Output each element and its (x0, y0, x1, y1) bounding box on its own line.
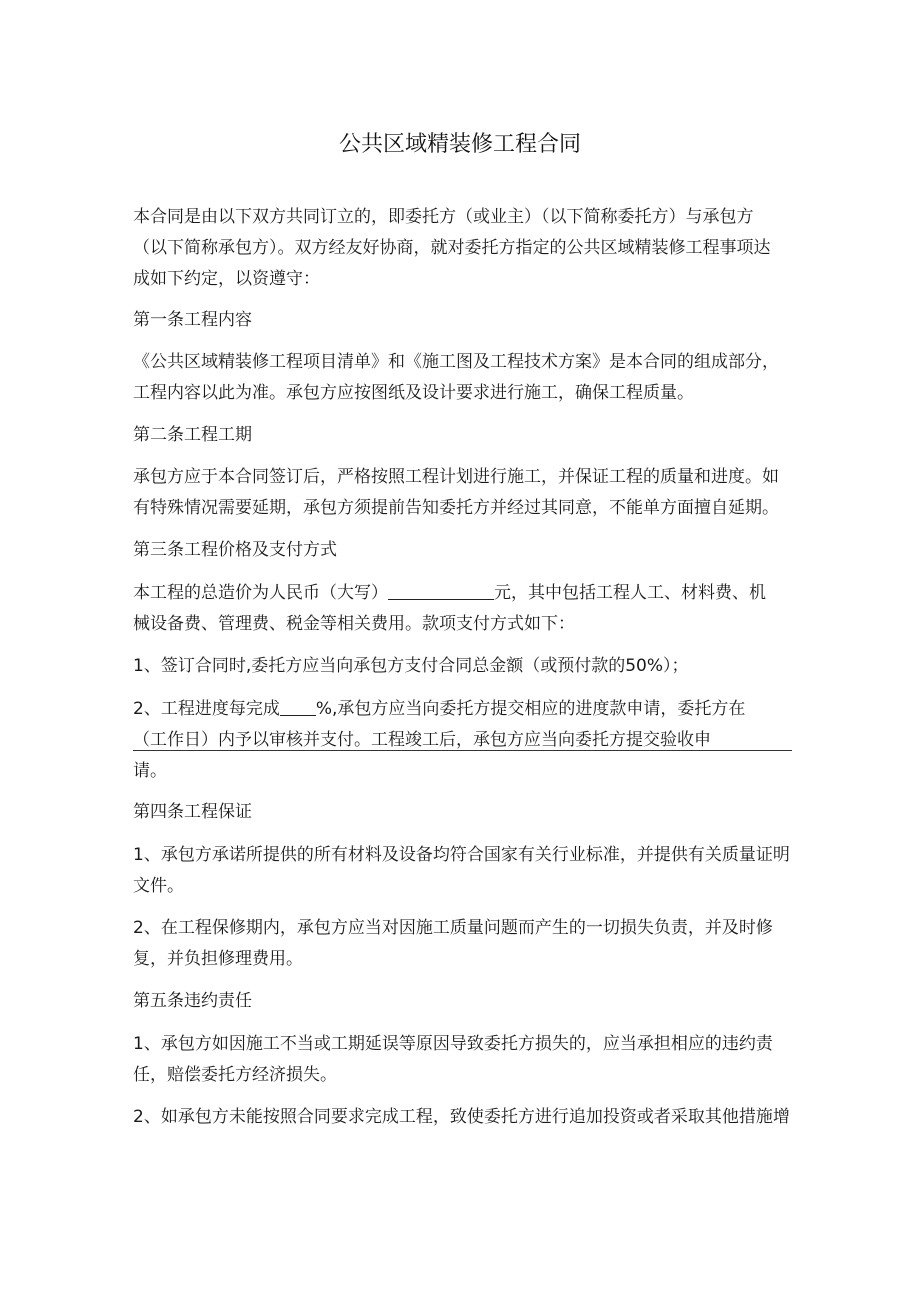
intro-line: 成如下约定，以资遵守： (133, 269, 320, 289)
article1-line: 工程内容以此为准。承包方应按图纸及设计要求进行施工，确保工程质量。 (133, 383, 694, 403)
article1-line: 《公共区域精装修工程项目清单》和《施工图及工程技术方案》是本合同的组成部分， (133, 352, 779, 372)
article5-item2 (133, 1102, 793, 1133)
article3-item2 (133, 694, 793, 787)
item2-text-after: %,承包方应当向委托方提交相应的进度款申请，委托方在 (315, 699, 746, 719)
price-text-before: 本工程的总造价为人民币（大写） (133, 583, 388, 603)
article5-heading: 第五条违约责任 (133, 991, 252, 1011)
progress-blank-field (280, 695, 316, 716)
article4-item1-line: 文件。 (133, 876, 184, 896)
document-title: 公共区域精装修工程合同 (338, 132, 581, 157)
article4-heading: 第四条工程保证 (133, 802, 252, 822)
article5-item1-line: 1、承包方如因施工不当或工期延误等原因导致委托方损失的，应当承担相应的违约责 (133, 1034, 773, 1054)
article3-item1: 1、签订合同时,委托方应当向承包方支付合同总金额（或预付款的50%）； (133, 656, 689, 676)
article4-item1 (133, 840, 793, 902)
price-line (133, 578, 793, 609)
item2-line (133, 694, 793, 725)
article1-paragraph (133, 347, 793, 409)
underline-rule (133, 750, 792, 751)
article3-price-paragraph (133, 578, 793, 640)
article4-item1-line: 1、承包方承诺所提供的所有材料及设备均符合国家有关行业标准，并提供有关质量证明 (133, 845, 790, 865)
intro-paragraph (133, 202, 793, 295)
article2-line: 有特殊情况需要延期，承包方须提前告知委托方并经过其同意，不能单方面擅自延期。 (133, 498, 779, 518)
article1-heading: 第一条工程内容 (133, 310, 252, 330)
price-blank-field (388, 579, 494, 600)
item2-text-before: 2、工程进度每完成 (133, 699, 280, 719)
price-text-after: 元，其中包括工程人工、材料费、机 (494, 583, 766, 603)
article2-heading: 第二条工程工期 (133, 425, 252, 445)
intro-line: （以下简称承包方）。双方经友好协商，就对委托方指定的公共区域精装修工程事项达 (133, 238, 771, 258)
article2-line: 承包方应于本合同签订后，严格按照工程计划进行施工，并保证工程的质量和进度。如 (133, 467, 779, 487)
item2-line: 请。 (133, 761, 167, 781)
price-line: 械设备费、管理费、税金等相关费用。款项支付方式如下： (133, 614, 575, 634)
article3-heading: 第三条工程价格及支付方式 (133, 540, 337, 560)
article5-item1 (133, 1029, 793, 1091)
article5-item2-line: 2、如承包方未能按照合同要求完成工程，致使委托方进行追加投资或者采取其他措施增 (133, 1107, 790, 1127)
article4-item2-line: 2、在工程保修期内，承包方应当对因施工质量问题而产生的一切损失负责，并及时修 (133, 918, 773, 938)
item2-line: （工作日）内予以审核并支付。工程竣工后，承包方应当向委托方提交验收申 (133, 730, 711, 750)
intro-line: 本合同是由以下双方共同订立的，即委托方（或业主）（以下简称委托方）与承包方 (133, 207, 754, 227)
article2-paragraph (133, 462, 793, 524)
article5-item1-line: 任，赔偿委托方经济损失。 (133, 1065, 337, 1085)
article4-item2-line: 复，并负担修理费用。 (133, 949, 303, 969)
article4-item2 (133, 913, 793, 975)
